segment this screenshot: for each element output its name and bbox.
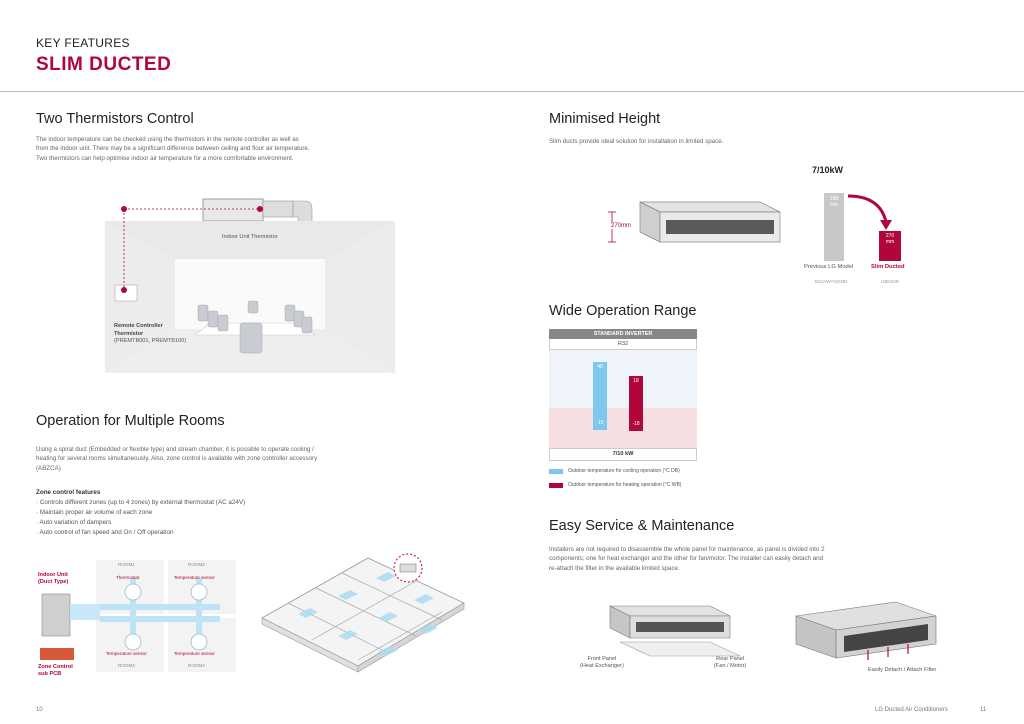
zone-control-features — [36, 488, 336, 538]
easy-service-heading: Easy Service & Maintenance — [549, 518, 735, 534]
room2-sensor: Temperature sensor — [174, 575, 215, 580]
room1-name: ROOM1 — [118, 562, 135, 567]
legend-cool-label: Outdoor temperature for cooling operation (°C DB) — [568, 468, 680, 474]
room3-name: ROOM3 — [118, 663, 135, 668]
indoor-unit-label: Indoor Unit (Duct Type) — [38, 572, 69, 585]
header-divider — [0, 91, 1024, 92]
remote-thermistor-models: (PREMTB001, PREMTB100) — [114, 338, 187, 344]
thermistor-room-illustration — [100, 195, 400, 380]
previous-height-value: 298 mm — [829, 196, 839, 208]
room1-sensor: Thermostat — [116, 575, 140, 580]
heating-zone — [549, 408, 697, 448]
zone-feature-item: · Maintain proper air volume of each zone — [36, 509, 153, 516]
slim-ducted-label: Slim Ducted — [871, 264, 905, 270]
slim-model-code: UBN24R — [881, 279, 900, 284]
easy-service-text: Installers are not required to disassemble the whole panel for maintenance, as panel is divided into 2 components; one for heat exchanger and the other for fan/motor. The installer can easily detach and re-attach the filter in the available limited space. — [549, 546, 825, 572]
indoor-unit-thermistor-label: Indoor Unit Thermistor — [222, 234, 278, 240]
multiple-rooms-heading: Operation for Multiple Rooms — [36, 413, 225, 429]
zone-feature-item: · Auto control of fan speed and On / Off operation — [36, 529, 174, 536]
two-thermistors-heading: Two Thermistors Control — [36, 111, 194, 127]
room2-name: ROOM2 — [188, 562, 205, 567]
refrigerant-label: R32 — [549, 339, 697, 350]
legend-heat-swatch — [549, 483, 563, 488]
front-panel-label: Front Panel (Heat Exchanger) — [580, 656, 624, 669]
capacity-label: 7/10kW — [812, 165, 844, 175]
cooling-max: 48 — [597, 364, 603, 370]
two-thermistors-text: The indoor temperature can be checked using the thermistors in the remote controller as well as from the indoor unit. There may be a significant difference between ceiling and floor air temperature. Two thermistors can help optimise indoor air temperature for a more comfortable environment. — [36, 136, 310, 162]
heating-min: -18 — [632, 421, 640, 427]
multiple-rooms-text: Using a spiral duct (Embedded or flexible type) and stream chamber, it is possible to operate cooling / heating for several rooms simultaneously. Also, zone control is available with zone controller accessory (ABZCA) — [36, 446, 318, 472]
zone-pcb-label: Zone Control sub PCB — [38, 664, 73, 677]
legend-cool-swatch — [549, 469, 563, 474]
panel-separation-illustration — [590, 598, 760, 664]
legend-heat-label: Outdoor temperature for heating operation (°C WB) — [568, 482, 682, 488]
footer-brand: LG Ducted Air Conditioners — [875, 707, 948, 713]
multi-room-building-illustration — [258, 548, 468, 673]
previous-model-label: Previous LG Model — [804, 264, 854, 270]
zone-feature-item: · Controls different zones (up to 4 zones) by external thermostat (AC a24V) — [36, 499, 246, 506]
range-chart-header: STANDARD INVERTER — [549, 329, 697, 339]
minimised-height-text: Slim ducts provide ideal solution for installation in limited space. — [549, 138, 724, 145]
right-page-number: 11 — [980, 707, 987, 713]
unit-height-label: 270mm — [611, 223, 632, 229]
filter-label: Easily Detach / Attach Filter — [868, 667, 937, 673]
zone-features-title: Zone control features — [36, 489, 101, 496]
heating-max: 18 — [633, 378, 639, 384]
slim-height-value: 270 mm — [885, 233, 895, 245]
minimised-height-heading: Minimised Height — [549, 111, 661, 127]
room4-name: ROOM4 — [188, 663, 205, 668]
zone-feature-item: · Auto variation of dampers — [36, 519, 112, 526]
section-kicker: KEY FEATURES — [36, 36, 130, 50]
left-page-number: 10 — [36, 707, 43, 713]
remote-thermistor-label: Remote Controller Thermistor — [114, 323, 163, 337]
slim-duct-unit-illustration — [600, 190, 790, 250]
cooling-min: -15 — [596, 420, 604, 426]
page-title: SLIM DUCTED — [36, 54, 172, 75]
wide-range-heading: Wide Operation Range — [549, 303, 697, 319]
rear-panel-label: Rear Panel (Fan / Motor) — [714, 656, 747, 669]
cooling-zone — [549, 350, 697, 408]
range-chart-footer: 7/10 kW — [549, 448, 697, 461]
previous-model-code: B24AWYNGMD — [815, 279, 848, 284]
room4-sensor: Temperature sensor — [174, 651, 215, 656]
room3-sensor: Temperature sensor — [106, 651, 147, 656]
filter-access-illustration — [786, 598, 946, 666]
reduction-arrow-icon — [846, 192, 896, 232]
